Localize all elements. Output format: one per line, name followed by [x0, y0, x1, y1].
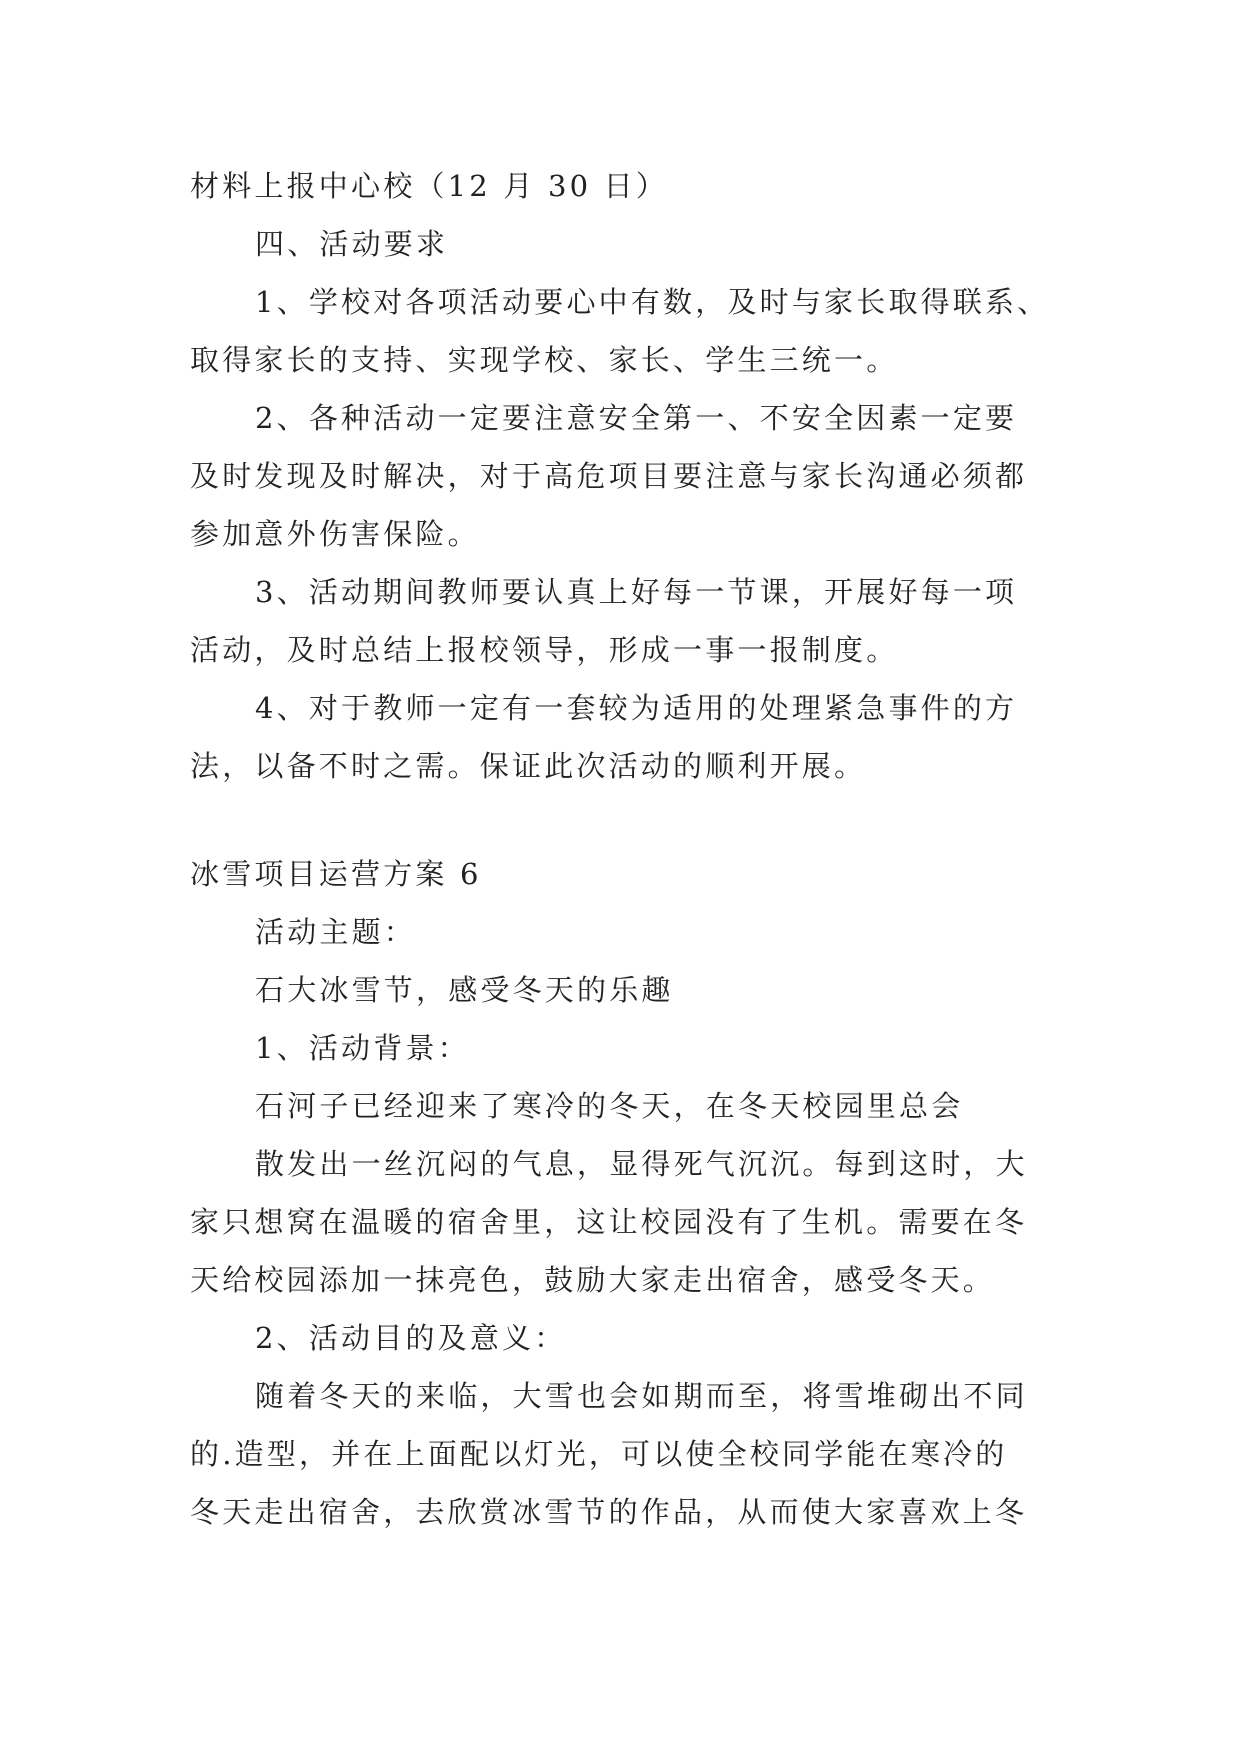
- text-line: 石河子已经迎来了寒冷的冬天，在冬天校园里总会: [255, 1089, 964, 1123]
- text-line: 4、对于教师一定有一套较为适用的处理紧急事件的方: [255, 691, 1018, 725]
- text-line: 及时发现及时解决，对于高危项目要注意与家长沟通必须都: [190, 459, 1028, 493]
- section-heading: 四、活动要求: [255, 227, 449, 261]
- text-line: 家只想窝在温暖的宿舍里，这让校园没有了生机。需要在冬: [190, 1205, 1028, 1239]
- text-line: 法，以备不时之需。保证此次活动的顺利开展。: [190, 749, 867, 783]
- text-line: 2、各种活动一定要注意安全第一、不安全因素一定要: [255, 401, 1018, 435]
- text-line: 取得家长的支持、实现学校、家长、学生三统一。: [190, 343, 899, 377]
- section-heading: 1、活动背景：: [255, 1031, 470, 1065]
- section-heading: 2、活动目的及意义：: [255, 1321, 567, 1355]
- text-line: 石大冰雪节，感受冬天的乐趣: [255, 973, 674, 1007]
- text-line: 天给校园添加一抹亮色，鼓励大家走出宿舍，感受冬天。: [190, 1263, 996, 1297]
- document-title: 冰雪项目运营方案 6: [190, 857, 482, 891]
- text-line: 参加意外伤害保险。: [190, 517, 480, 551]
- text-line: 1、学校对各项活动要心中有数，及时与家长取得联系、: [255, 285, 1050, 319]
- text-line: 活动，及时总结上报校领导，形成一事一报制度。: [190, 633, 899, 667]
- section-heading: 活动主题：: [255, 915, 417, 949]
- text-line: 冬天走出宿舍，去欣赏冰雪节的作品，从而使大家喜欢上冬: [190, 1495, 1028, 1529]
- text-line: 散发出一丝沉闷的气息，显得死气沉沉。每到这时，大: [255, 1147, 1028, 1181]
- text-line: 材料上报中心校（12 月 30 日）: [190, 169, 669, 203]
- text-line: 随着冬天的来临，大雪也会如期而至，将雪堆砌出不同: [255, 1379, 1028, 1413]
- text-line: 3、活动期间教师要认真上好每一节课，开展好每一项: [255, 575, 1018, 609]
- text-line: 的.造型，并在上面配以灯光，可以使全校同学能在寒冷的: [190, 1437, 1008, 1471]
